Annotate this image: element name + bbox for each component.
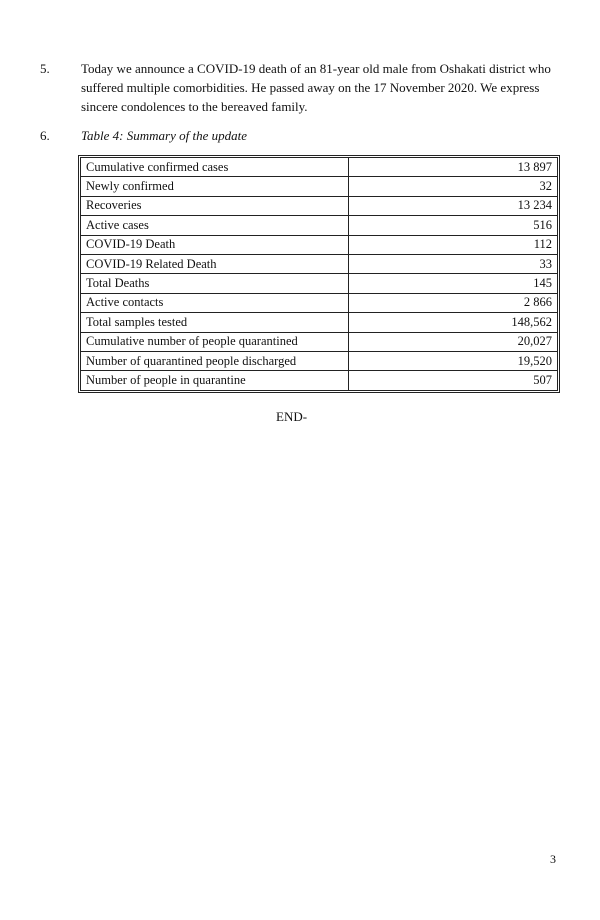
row-label: Cumulative confirmed cases: [81, 158, 349, 177]
row-label: Number of people in quarantine: [81, 371, 349, 390]
row-value: 13 234: [349, 196, 558, 215]
row-label: Active contacts: [81, 293, 349, 312]
table-row: [81, 332, 558, 351]
row-label: Cumulative number of people quarantined: [81, 332, 349, 351]
table-row: [81, 158, 558, 177]
summary-table-body: [81, 158, 558, 391]
table-row: [81, 254, 558, 273]
table-row: [81, 196, 558, 215]
row-label: Recoveries: [81, 196, 349, 215]
table-row: [81, 177, 558, 196]
end-marker: END-: [276, 409, 308, 424]
row-value: 148,562: [349, 313, 558, 332]
row-label: COVID-19 Death: [81, 235, 349, 254]
table-row: [81, 351, 558, 370]
row-label: Total Deaths: [81, 274, 349, 293]
paragraph-text: Today we announce a COVID-19 death of an 81-year old male from Oshakati district who suffered multiple comorbidities. He passed away on the 17 November 2020. We express sincere condolences to the bereaved family.: [81, 61, 551, 114]
row-value: 145: [349, 274, 558, 293]
row-value: 33: [349, 254, 558, 273]
row-label: Active cases: [81, 216, 349, 235]
row-label: Total samples tested: [81, 313, 349, 332]
paragraph-number: 6.: [40, 128, 50, 143]
row-value: 19,520: [349, 351, 558, 370]
table-row: [81, 274, 558, 293]
table-caption: Table 4: Summary of the update: [81, 128, 247, 143]
table-row: [81, 313, 558, 332]
table-row: [81, 216, 558, 235]
page-number: 3: [550, 852, 556, 866]
row-label: Number of quarantined people discharged: [81, 351, 349, 370]
row-value: 112: [349, 235, 558, 254]
table-row: [81, 371, 558, 390]
summary-table: [80, 157, 558, 391]
row-value: 32: [349, 177, 558, 196]
row-value: 516: [349, 216, 558, 235]
table-row: [81, 293, 558, 312]
row-value: 20,027: [349, 332, 558, 351]
row-label: Newly confirmed: [81, 177, 349, 196]
paragraph-number: 5.: [40, 61, 50, 76]
table-row: [81, 235, 558, 254]
row-value: 507: [349, 371, 558, 390]
row-label: COVID-19 Related Death: [81, 254, 349, 273]
row-value: 2 866: [349, 293, 558, 312]
row-value: 13 897: [349, 158, 558, 177]
